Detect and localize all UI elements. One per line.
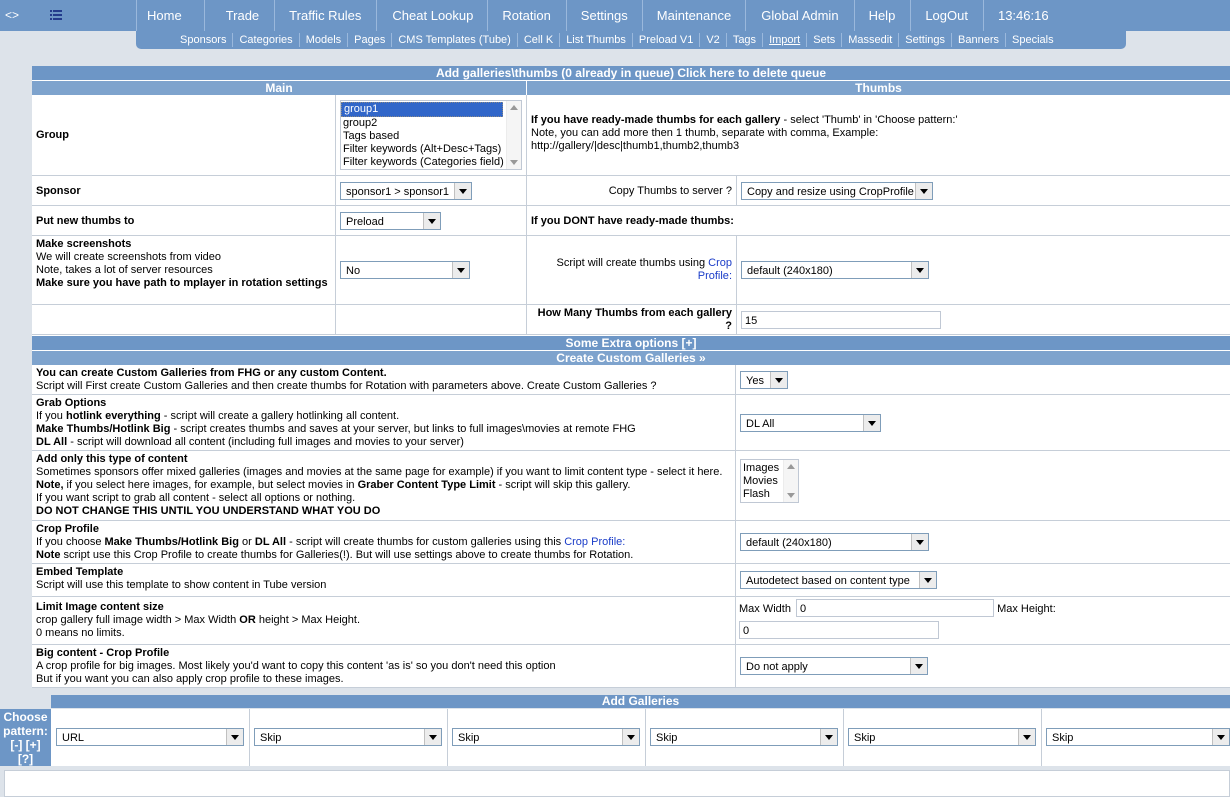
top-nav-left xyxy=(0,0,136,31)
pattern-add-button[interactable]: [+] xyxy=(25,738,41,752)
subnav-specials[interactable]: Specials xyxy=(1005,33,1060,47)
subnav-categories[interactable]: Categories xyxy=(232,33,298,47)
chevron-down-icon[interactable] xyxy=(919,572,936,588)
custom-galleries-desc: Script will First create Custom Galleries and then create thumbs for Rotation with parameters above. Create Custom Galleries ? xyxy=(36,380,657,392)
chevron-down-icon[interactable] xyxy=(622,729,639,745)
subnav-cms-templates[interactable]: CMS Templates (Tube) xyxy=(391,33,516,47)
extra-options-toggle[interactable]: Some Extra options [+] xyxy=(32,335,1230,350)
crop-profile-row: Crop Profile If you choose Make Thumbs/Hotlink Big or DL All - script will create thumbs for custom galleries using this Crop Profile: Note script use this Crop Profile to create thumbs for Galleries(!). But will use settings above to create thumbs for Rotation. default (240x180) xyxy=(32,521,1230,564)
max-height-label: Max Height: xyxy=(997,603,1056,615)
pattern-help-button[interactable]: [?] xyxy=(17,752,34,766)
how-many-label: How Many Thumbs from each gallery ? xyxy=(527,305,737,334)
screenshots-row xyxy=(32,236,1230,305)
thumbs-info-note: Note, you can add more then 1 thumb, separate with comma, Example: xyxy=(531,127,879,139)
custom-galleries-value: Yes xyxy=(746,374,764,387)
listbox-scrollbar[interactable] xyxy=(783,460,798,502)
group-option[interactable]: Tags based xyxy=(343,130,400,142)
grab-select[interactable] xyxy=(740,414,881,432)
content-type-option[interactable]: Movies xyxy=(743,475,778,487)
how-many-input[interactable]: 15 xyxy=(741,311,941,329)
chevron-down-icon[interactable] xyxy=(424,729,441,745)
scroll-down-icon[interactable] xyxy=(787,493,795,498)
thumbs-info-text: - select 'Thumb' in 'Choose pattern:' xyxy=(780,114,958,126)
subnav-preload-v1[interactable]: Preload V1 xyxy=(632,33,699,47)
sponsor-row xyxy=(32,176,1230,206)
crop-profile-text: Script will create thumbs using Crop Profile: xyxy=(556,257,732,282)
thumbs-info xyxy=(527,95,1230,175)
crop-profile-select[interactable] xyxy=(741,261,929,279)
screenshots-title: Make screenshots xyxy=(36,238,132,250)
screenshots-line1: We will create screenshots from video xyxy=(36,251,222,263)
subnav-settings[interactable]: Settings xyxy=(898,33,951,47)
chevron-down-icon[interactable] xyxy=(454,183,471,199)
scroll-up-icon[interactable] xyxy=(787,464,795,469)
copy-thumbs-value: Copy and resize using CropProfile xyxy=(747,185,914,198)
nav-trade[interactable]: Trade xyxy=(204,0,274,31)
put-thumbs-select[interactable] xyxy=(340,212,441,230)
crop-profile-link[interactable]: Crop Profile: xyxy=(564,536,626,548)
grab-value: DL All xyxy=(746,417,775,430)
chevron-down-icon[interactable] xyxy=(770,372,787,388)
list-icon[interactable] xyxy=(50,10,62,20)
screenshots-value: No xyxy=(346,265,361,277)
no-thumbs-label: If you DONT have ready-made thumbs: xyxy=(531,214,734,227)
main-header: Main xyxy=(32,81,527,95)
pattern-select[interactable]: Skip xyxy=(1046,728,1230,746)
max-width-label: Max Width xyxy=(739,603,791,615)
subnav-massedit[interactable]: Massedit xyxy=(841,33,898,47)
chevron-down-icon[interactable] xyxy=(423,213,440,229)
top-nav-items xyxy=(136,0,1063,31)
clock: 13:46:16 xyxy=(983,0,1063,31)
sponsor-value: sponsor1 > sponsor1 xyxy=(346,185,450,198)
content-type-row: Add only this type of content Sometimes sponsors offer mixed galleries (images and movies at the same page for example) if you want to limit content type - select it here. Note, if you select here images, for example, but select movies in Graber Content Type Limit - script will skip this gallery. If you want script to grab all content - select all options or nothing. DO NOT CHANGE THIS UNTIL YOU UNDERSTAND WHAT YOU DO Images Movies Flash xyxy=(32,451,1230,521)
pattern-remove-button[interactable]: [-] xyxy=(10,738,23,752)
group-listbox[interactable] xyxy=(340,100,522,170)
group-option[interactable]: Filter keywords (Categories field) xyxy=(343,156,504,168)
content-type-option[interactable]: Images xyxy=(743,462,780,474)
group-label: Group xyxy=(32,95,336,175)
group-option[interactable]: Filter keywords (Alt+Desc+Tags) xyxy=(343,143,502,155)
chevron-down-icon[interactable] xyxy=(452,262,469,278)
content-type-listbox[interactable] xyxy=(740,459,799,503)
chevron-down-icon[interactable] xyxy=(911,262,928,278)
pattern-select[interactable]: Skip xyxy=(452,728,640,746)
subnav-banners[interactable]: Banners xyxy=(951,33,1005,47)
group-option[interactable]: group1 xyxy=(341,102,503,117)
choose-pattern xyxy=(0,709,51,766)
galleries-textarea[interactable] xyxy=(4,770,1230,797)
subnav-import[interactable]: Import xyxy=(762,33,806,47)
screenshots-line2: Note, takes a lot of server resources xyxy=(36,264,213,276)
big-content-row: Big content - Crop Profile A crop profile for big images. Most likely you'd want to copy this content 'as is' so you don't need this option But if you want you can also apply crop profile to these images. Do not apply xyxy=(32,645,1230,688)
big-content-select[interactable] xyxy=(740,657,928,675)
subnav-sets[interactable]: Sets xyxy=(806,33,841,47)
nav-logout[interactable]: LogOut xyxy=(910,0,983,31)
crop-profile-value: default (240x180) xyxy=(747,265,833,277)
nav-global-admin[interactable]: Global Admin xyxy=(745,0,853,31)
chevron-down-icon[interactable] xyxy=(1212,729,1229,745)
embed-select[interactable] xyxy=(740,571,937,589)
subnav-pages[interactable]: Pages xyxy=(347,33,391,47)
pattern-select[interactable]: Skip xyxy=(254,728,442,746)
collapse-arrows-icon[interactable]: <> xyxy=(5,8,20,22)
put-thumbs-value: Preload xyxy=(346,215,384,228)
subnav-cell-k[interactable]: Cell K xyxy=(517,33,559,47)
thumbs-info-title: If you have ready-made thumbs for each gallery xyxy=(531,114,781,126)
grab-options-row: Grab Options If you hotlink everything - script will create a gallery hotlinking all content. Make Thumbs/Hotlink Big - script creates thumbs and saves at your server, but links to full images\movies at remote FHG DL All - script will download all content (including full images and movies to your server) DL All xyxy=(32,395,1230,451)
choose-pattern-label: Choose pattern: xyxy=(3,710,48,738)
chevron-down-icon[interactable] xyxy=(863,415,880,431)
nav-rotation[interactable]: Rotation xyxy=(487,0,565,31)
pattern-row xyxy=(51,709,1230,766)
chevron-down-icon[interactable] xyxy=(910,658,927,674)
how-many-row xyxy=(32,305,1230,335)
crop-profile-link[interactable]: Crop Profile xyxy=(697,257,732,282)
subnav-list-thumbs[interactable]: List Thumbs xyxy=(559,33,632,47)
top-nav xyxy=(0,0,1230,31)
big-content-value: Do not apply xyxy=(746,661,808,673)
screenshots-select[interactable] xyxy=(340,261,470,279)
import-panel xyxy=(32,66,1230,688)
max-height-input[interactable]: 0 xyxy=(739,621,939,639)
chevron-down-icon[interactable] xyxy=(820,729,837,745)
crop-value: default (240x180) xyxy=(746,537,832,549)
pattern-select[interactable]: Skip xyxy=(650,728,838,746)
sponsor-select[interactable] xyxy=(340,182,472,200)
sponsor-label: Sponsor xyxy=(32,176,336,205)
group-row xyxy=(32,95,1230,176)
nav-maintenance[interactable]: Maintenance xyxy=(642,0,745,31)
pattern-select[interactable]: URL xyxy=(56,728,244,746)
thumbs-header: Thumbs xyxy=(527,81,1230,95)
custom-galleries-header[interactable]: Create Custom Galleries » xyxy=(32,350,1230,365)
custom-galleries-title: You can create Custom Galleries from FHG or any custom Content. xyxy=(36,367,387,379)
max-width-input[interactable]: 0 xyxy=(796,599,994,617)
nav-cheat-lookup[interactable]: Cheat Lookup xyxy=(376,0,487,31)
pattern-select[interactable]: Skip xyxy=(848,728,1036,746)
copy-thumbs-label: Copy Thumbs to server ? xyxy=(527,176,737,205)
crop-select[interactable] xyxy=(740,533,929,551)
add-galleries-header: Add Galleries xyxy=(51,695,1230,708)
content-type-option[interactable]: Flash xyxy=(743,488,770,500)
screenshots-line3: Make sure you have path to mplayer in rotation settings xyxy=(36,277,328,289)
scroll-down-icon[interactable] xyxy=(510,160,518,165)
nav-settings[interactable]: Settings xyxy=(566,0,642,31)
column-headers xyxy=(32,80,1230,95)
queue-header[interactable]: Add galleries\thumbs (0 already in queue) Click here to delete queue xyxy=(32,66,1230,80)
custom-galleries-row xyxy=(32,365,1230,395)
subnav-sponsors[interactable]: Sponsors xyxy=(180,34,227,46)
subnav-tags[interactable]: Tags xyxy=(726,33,762,47)
put-thumbs-label: Put new thumbs to xyxy=(32,206,336,235)
custom-galleries-select[interactable] xyxy=(740,371,788,389)
limit-size-row: Limit Image content size crop gallery full image width > Max Width OR height > Max Height. 0 means no limits. Max Width 0 Max Height: 0 xyxy=(32,597,1230,645)
grab-title: Grab Options xyxy=(36,397,107,409)
chevron-down-icon[interactable] xyxy=(911,534,928,550)
group-option[interactable]: group2 xyxy=(343,117,378,129)
sub-nav xyxy=(136,31,1126,49)
scroll-up-icon[interactable] xyxy=(510,105,518,110)
put-thumbs-row xyxy=(32,206,1230,236)
nav-home[interactable]: Home xyxy=(136,0,204,31)
copy-thumbs-select[interactable] xyxy=(741,182,933,200)
nav-traffic-rules[interactable]: Traffic Rules xyxy=(274,0,376,31)
subnav-models[interactable]: Models xyxy=(299,33,347,47)
thumbs-info-example: http://gallery/|desc|thumb1,thumb2,thumb3 xyxy=(531,140,740,152)
chevron-down-icon[interactable] xyxy=(1018,729,1035,745)
embed-value: Autodetect based on content type xyxy=(746,575,910,587)
chevron-down-icon[interactable] xyxy=(226,729,243,745)
chevron-down-icon[interactable] xyxy=(915,183,932,199)
embed-template-row: Embed Template Script will use this template to show content in Tube version Autodetect based on content type xyxy=(32,564,1230,597)
listbox-scrollbar[interactable] xyxy=(506,101,521,169)
nav-help[interactable]: Help xyxy=(854,0,911,31)
subnav-v2[interactable]: V2 xyxy=(699,33,725,47)
